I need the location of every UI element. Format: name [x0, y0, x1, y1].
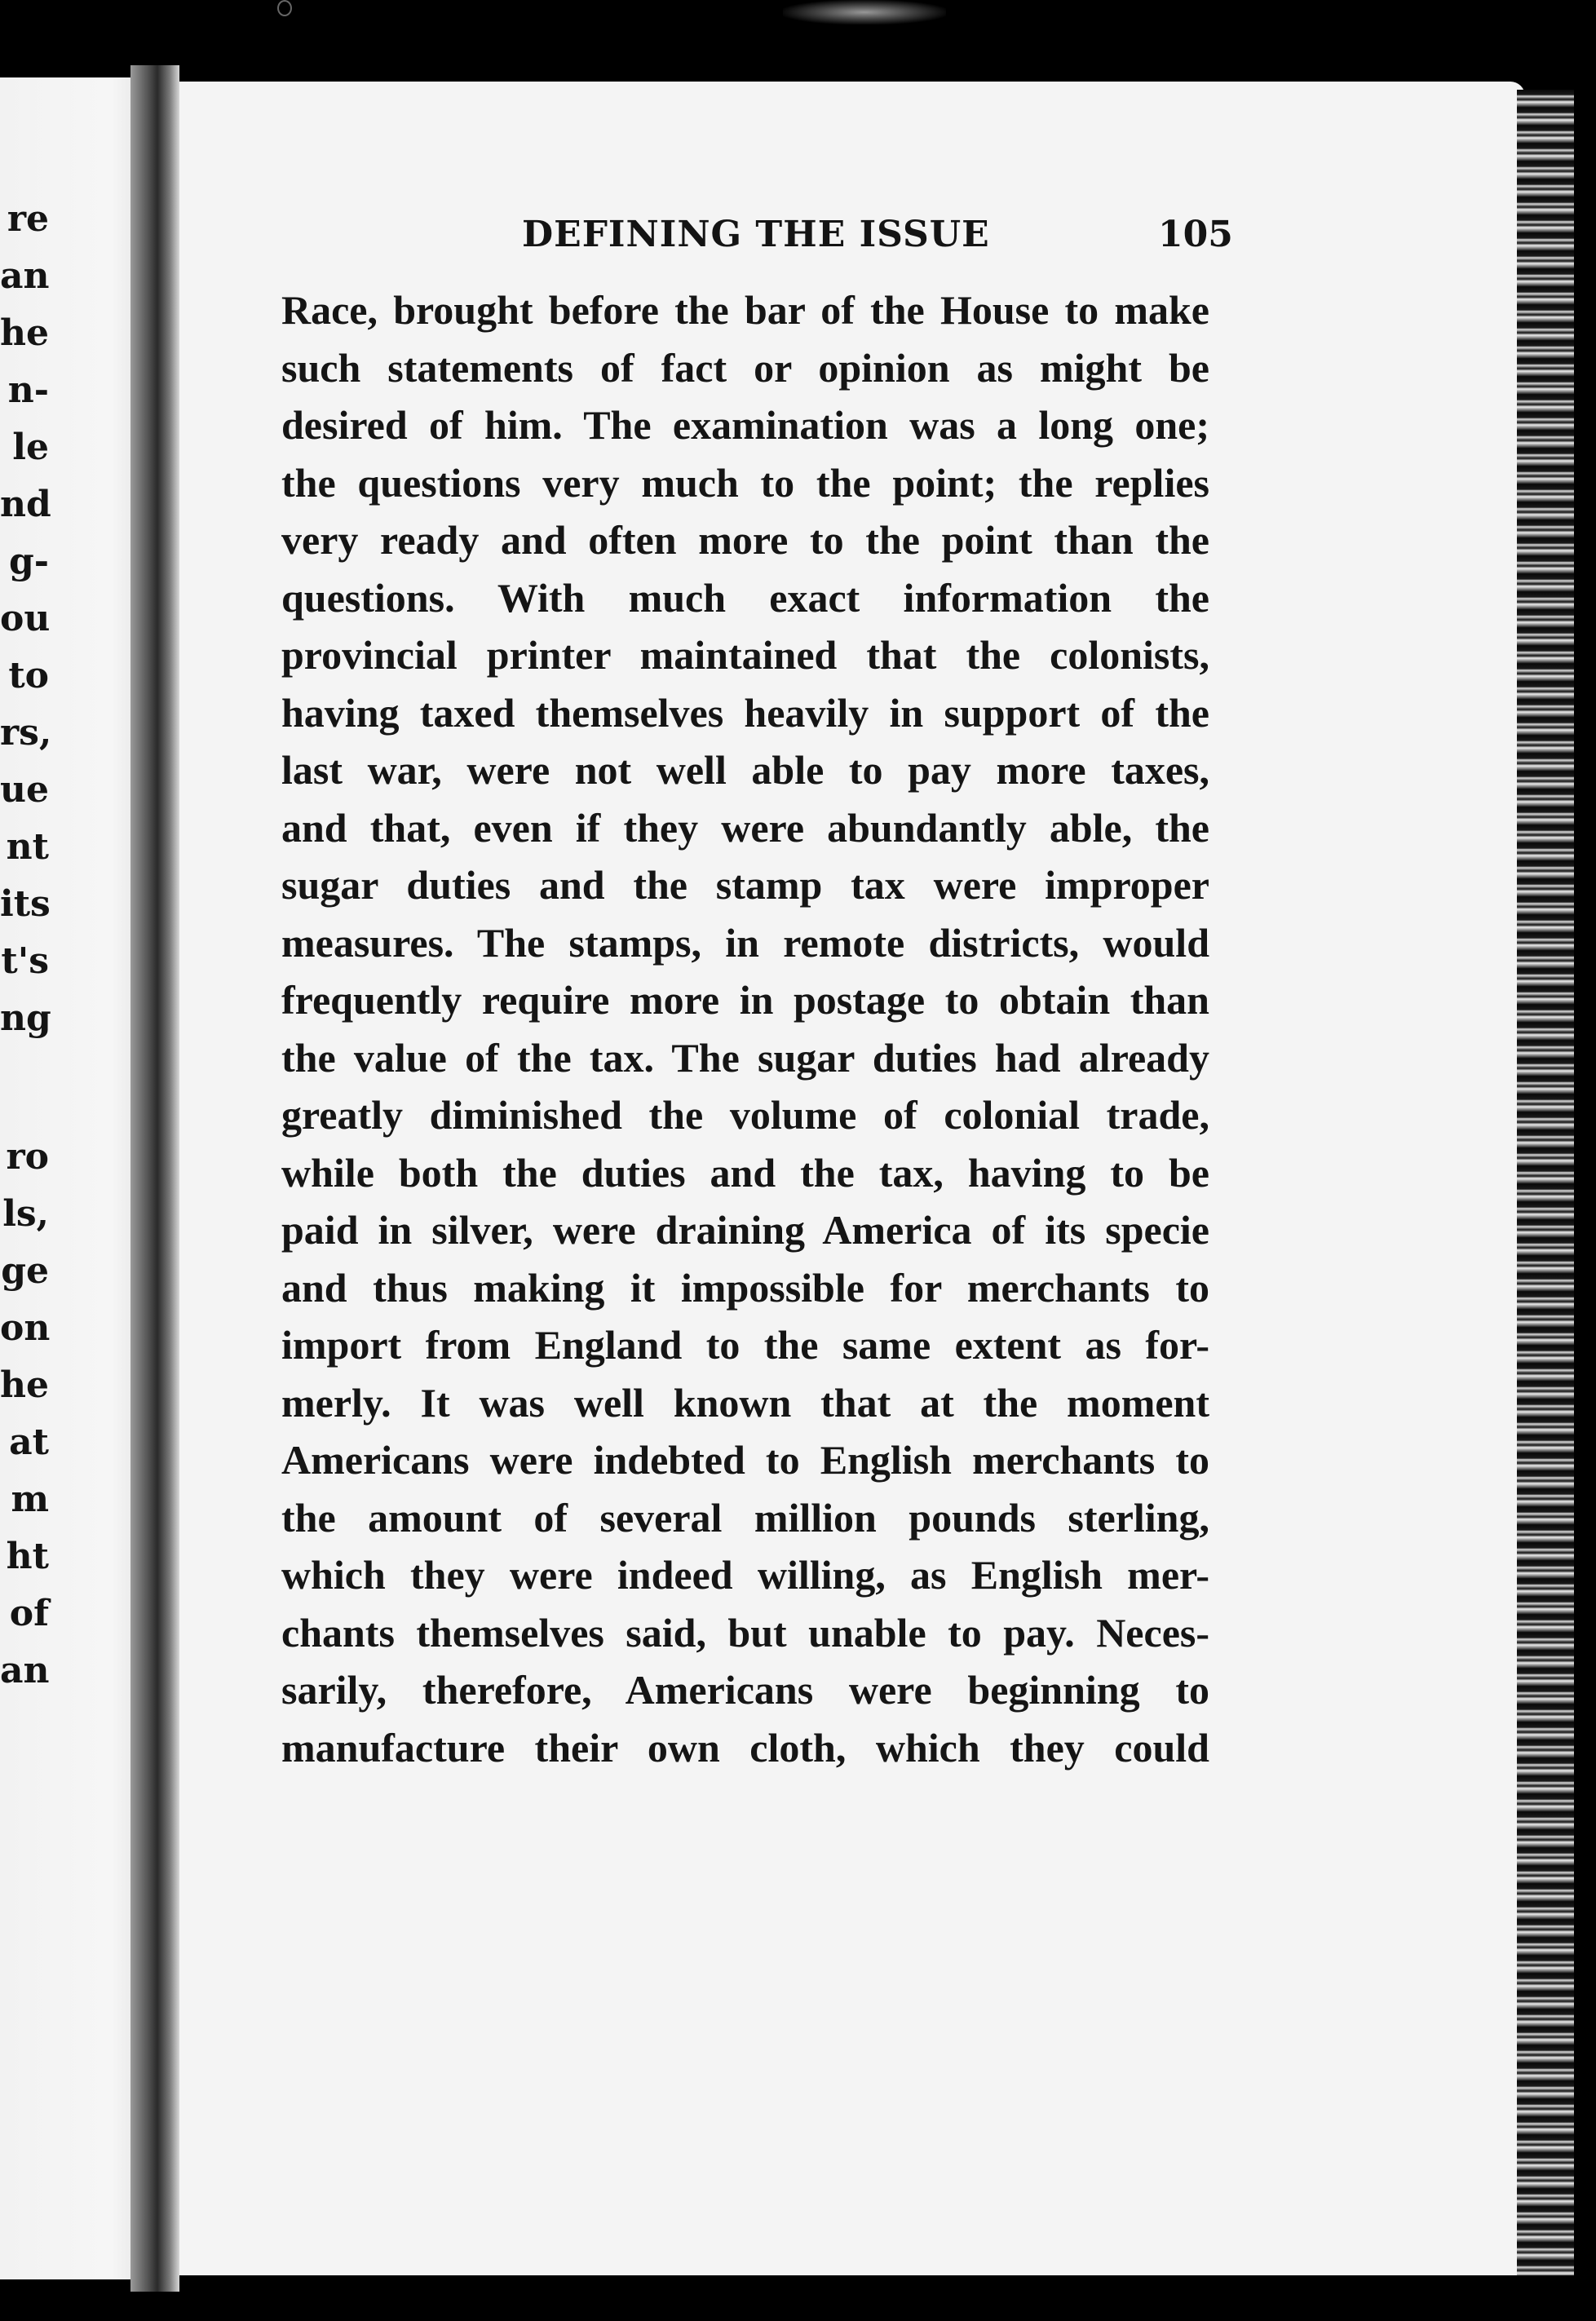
facing-page-fragment: t's [1, 940, 49, 982]
facing-page-fragment: m [11, 1479, 49, 1520]
scan-artifact-dot [277, 0, 292, 16]
facing-page-fragment: on [0, 1307, 51, 1349]
text-line: while both the duties and the tax, having to be [281, 1149, 1209, 1196]
text-line: having taxed themselves heavily in support of the [281, 689, 1209, 736]
text-line: frequently require more in postage to obtain than [281, 977, 1209, 1023]
text-line: the questions very much to the point; the replies [281, 459, 1209, 506]
text-line: Americans were indebted to English merchants to [281, 1437, 1209, 1483]
text-line: very ready and often more to the point than the [281, 517, 1209, 563]
facing-page-fragment: ht [6, 1536, 49, 1577]
text-line: manufacture their own cloth, which they could [281, 1724, 1209, 1771]
facing-page-fragment: at [9, 1421, 49, 1463]
text-line: which they were indeed willing, as English mer- [281, 1552, 1209, 1598]
facing-page-fragment: an [0, 1650, 50, 1691]
text-line: sarily, therefore, Americans were beginning to [281, 1667, 1209, 1713]
facing-page-fragment: to [8, 655, 49, 696]
facing-page-fragment: he [0, 1364, 49, 1406]
text-line: sugar duties and the stamp tax were improper [281, 862, 1209, 908]
facing-page-fragment: le [12, 427, 49, 468]
facing-page-fragment: he [0, 312, 49, 354]
text-line: questions. With much exact information the [281, 574, 1209, 621]
text-line: provincial printer maintained that the colonists, [281, 632, 1209, 678]
facing-page-fragment: ge [1, 1250, 49, 1292]
facing-page-fragment: rs, [0, 712, 52, 754]
facing-page-fragment: ue [0, 769, 49, 811]
book-gutter [130, 65, 179, 2292]
text-line: such statements of fact or opinion as might be [281, 344, 1209, 391]
text-line: merly. It was well known that at the moment [281, 1379, 1209, 1426]
page-number: 105 [1158, 214, 1233, 255]
facing-page-fragment: an [0, 255, 50, 297]
facing-page-fragment: nt [6, 826, 49, 868]
scan-artifact [783, 0, 946, 24]
text-line: the amount of several million pounds sterling, [281, 1494, 1209, 1541]
facing-page-fragment: nd [0, 484, 51, 525]
facing-page-fragment: ng [0, 997, 51, 1039]
body-text [281, 281, 1209, 1776]
facing-page-fragment: ls, [2, 1193, 49, 1235]
text-line: desired of him. The examination was a long one; [281, 402, 1209, 448]
facing-page-fragment: ou [0, 598, 51, 639]
text-line: greatly diminished the volume of colonial trade, [281, 1092, 1209, 1138]
text-line: the value of the tax. The sugar duties had already [281, 1034, 1209, 1081]
facing-page-fragment: ro [6, 1136, 49, 1178]
text-line: measures. The stamps, in remote districts, would [281, 919, 1209, 966]
text-line: Race, brought before the bar of the House to make [281, 287, 1209, 333]
text-line: and thus making it impossible for merchants to [281, 1264, 1209, 1311]
text-line: import from England to the same extent as for- [281, 1322, 1209, 1368]
facing-page-fragment: re [7, 198, 49, 240]
text-line: chants themselves said, but unable to pay. Neces- [281, 1609, 1209, 1656]
facing-page-text-fragments [0, 77, 52, 2279]
facing-page-fragment: g- [8, 541, 49, 582]
facing-page-fragment: its [0, 883, 51, 925]
running-head: DEFINING THE ISSUE [522, 214, 990, 255]
text-line: paid in silver, were draining America of its specie [281, 1207, 1209, 1253]
text-line: and that, even if they were abundantly able, the [281, 804, 1209, 851]
facing-page-fragment: of [9, 1593, 49, 1634]
facing-page-fragment: n- [7, 369, 49, 411]
page-edges [1517, 90, 1574, 2275]
text-line: last war, were not well able to pay more taxes, [281, 747, 1209, 793]
